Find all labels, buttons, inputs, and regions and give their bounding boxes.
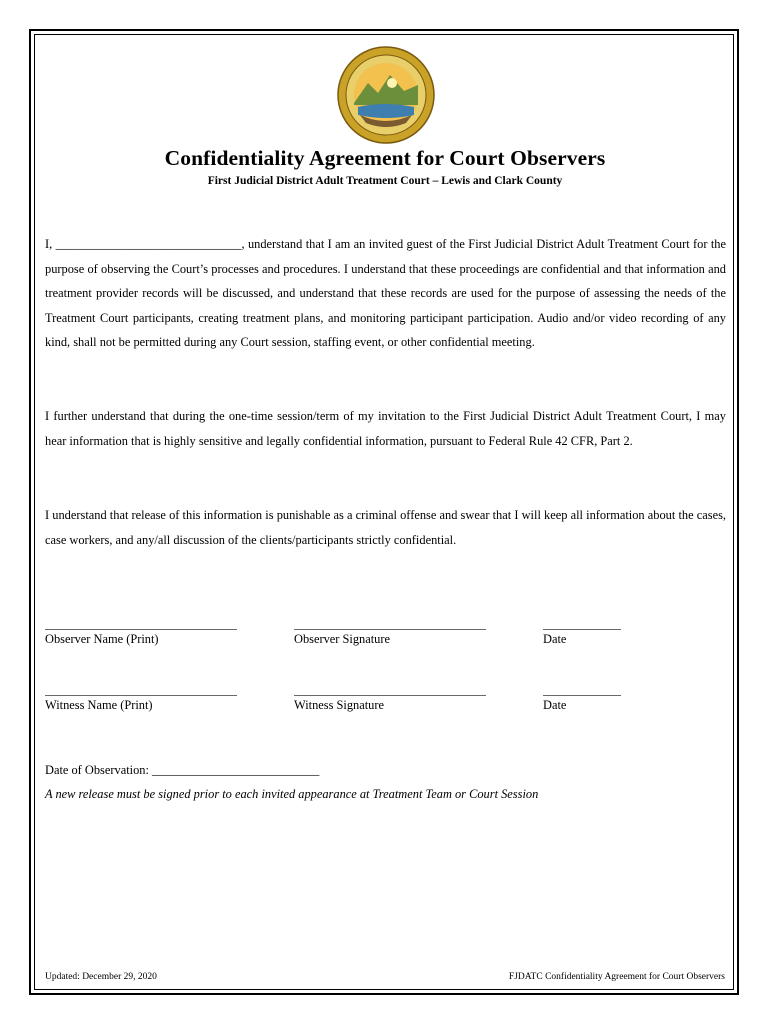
state-seal-icon xyxy=(336,45,436,145)
date-of-observation-field[interactable]: Date of Observation: ___________________________ xyxy=(45,763,320,777)
witness-name-line[interactable]: ________________________________ xyxy=(45,683,237,697)
witness-date-label: Date xyxy=(543,698,567,712)
observer-name-line[interactable]: ________________________________ xyxy=(45,617,237,631)
witness-name-label: Witness Name (Print) xyxy=(45,698,153,712)
witness-date-line[interactable]: _____________ xyxy=(543,683,621,697)
observer-date-label: Date xyxy=(543,632,567,646)
document-subtitle: First Judicial District Adult Treatment Court – Lewis and Clark County xyxy=(207,175,563,187)
observer-name-label: Observer Name (Print) xyxy=(45,632,159,646)
paragraph-understanding: I, ______________________________, understand that I am an invited guest of the First Judicial District Adult Treatment Court for the purpose of observing the Court’s processes and procedures. I understand that these proceedings are confidential and that information and treatment provider records will be discussed, and understand that these records are used for the purpose of assessing the needs of the Treatment Court participants, creating treatment plans, and monitoring participant participation. Audio and/or video recording of any kind, shall not be permitted during any Court session, staffing event, or other confidential meeting. xyxy=(45,237,726,349)
witness-signature-label: Witness Signature xyxy=(294,698,385,712)
footer-updated-date: Updated: December 29, 2020 xyxy=(45,972,157,982)
observer-signature-line[interactable]: ________________________________ xyxy=(294,617,486,631)
paragraph-further-understanding: I further understand that during the one-time session/term of my invitation to the First Judicial District Adult Treatment Court, I may hear information that is highly sensitive and legally confidential information, pursuant to Federal Rule 42 CFR, Part 2. xyxy=(45,409,726,448)
release-note: A new release must be signed prior to each invited appearance at Treatment Team or Court Session xyxy=(45,787,539,801)
observer-signature-label: Observer Signature xyxy=(294,632,390,646)
paragraph-release-warning: I understand that release of this information is punishable as a criminal offense and swear that I will keep all information about the cases, case workers, and any/all discussion of the clients/participants strictly confidential. xyxy=(45,508,726,547)
observer-date-line[interactable]: _____________ xyxy=(543,617,621,631)
footer-document-name: FJDATC Confidentiality Agreement for Court Observers xyxy=(508,972,725,982)
document-title: Confidentiality Agreement for Court Observers xyxy=(164,146,606,170)
witness-signature-line[interactable]: ________________________________ xyxy=(294,683,486,697)
